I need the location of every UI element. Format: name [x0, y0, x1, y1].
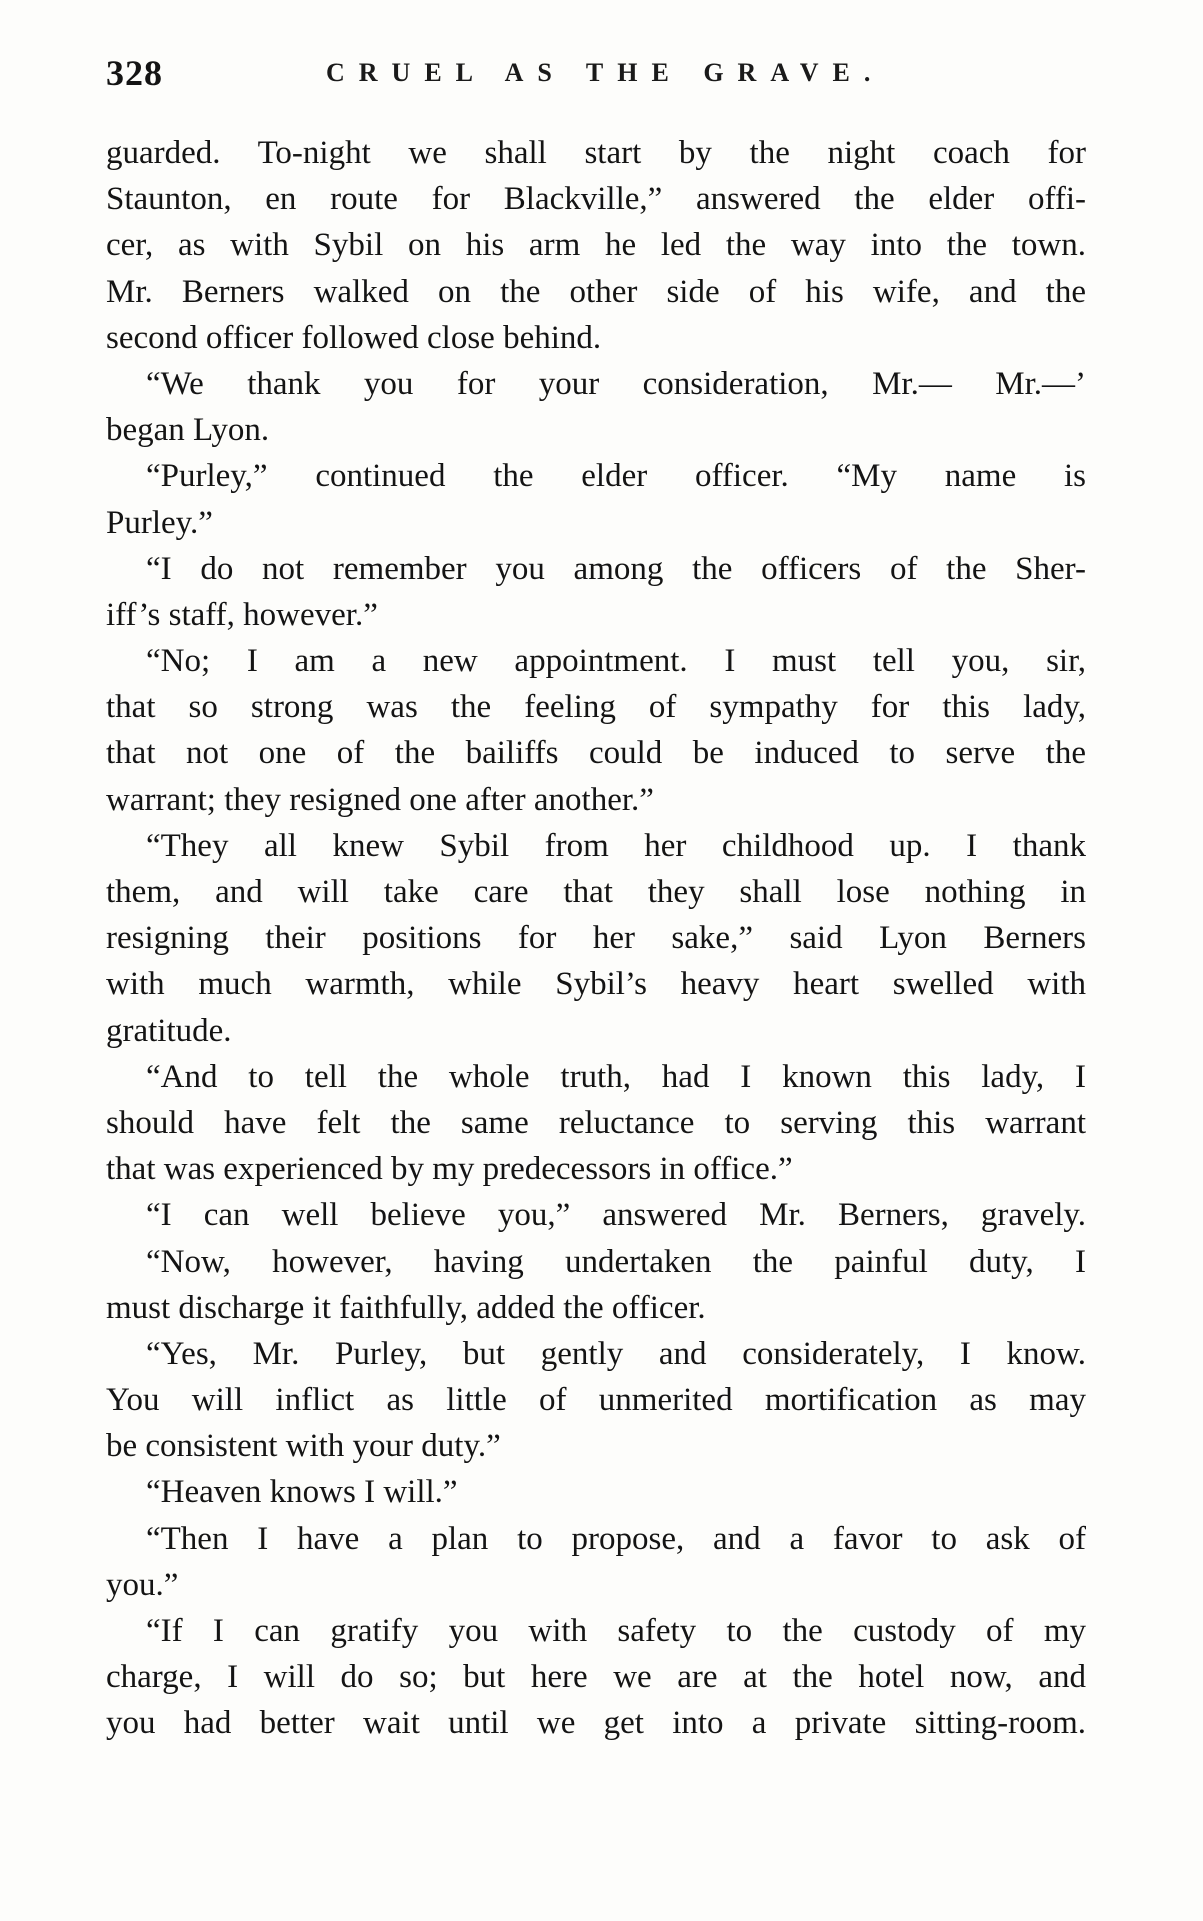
text-line: with much warmth, while Sybil’s heavy heart swelled with: [106, 966, 1086, 1003]
text-line: iff’s staff, however.”: [106, 596, 378, 633]
text-line: cer, as with Sybil on his arm he led the way into the town.: [106, 227, 1086, 264]
text-line: you had better wait until we get into a private sitting-room.: [106, 1705, 1086, 1742]
text-line: “And to tell the whole truth, had I known this lady, I: [146, 1058, 1086, 1095]
running-head: [106, 52, 1106, 102]
text-line: “Then I have a plan to propose, and a favor to ask of: [146, 1520, 1086, 1557]
text-line: “We thank you for your consideration, Mr.— Mr.—’: [146, 365, 1086, 402]
body-text: [106, 130, 1086, 1747]
text-line: “No; I am a new appointment. I must tell you, sir,: [146, 643, 1086, 680]
text-line: “They all knew Sybil from her childhood up. I thank: [146, 827, 1086, 864]
text-line: that was experienced by my predecessors in office.”: [106, 1151, 793, 1188]
text-line: “Yes, Mr. Purley, but gently and considerately, I know.: [146, 1335, 1086, 1372]
text-line: “I can well believe you,” answered Mr. Berners, gravely.: [146, 1197, 1086, 1234]
text-line: resigning their positions for her sake,” said Lyon Berners: [106, 920, 1086, 957]
text-line: should have felt the same reluctance to serving this warrant: [106, 1104, 1086, 1141]
text-line: “Heaven knows I will.”: [146, 1474, 458, 1511]
text-line: second officer followed close behind.: [106, 319, 602, 356]
text-line: gratitude.: [106, 1012, 232, 1049]
running-title: CRUEL AS THE GRAVE.: [326, 58, 885, 87]
text-line: must discharge it faithfully, added the officer.: [106, 1289, 706, 1326]
text-line: Purley.”: [106, 504, 213, 541]
text-line: that not one of the bailiffs could be induced to serve the: [106, 735, 1086, 772]
text-line: be consistent with your duty.”: [106, 1428, 501, 1465]
text-line: “I do not remember you among the officers of the Sher-: [146, 550, 1086, 587]
text-line: “Purley,” continued the elder officer. “My name is: [146, 458, 1086, 495]
text-line: You will inflict as little of unmerited mortification as may: [106, 1382, 1086, 1419]
text-line: “If I can gratify you with safety to the custody of my: [146, 1613, 1086, 1649]
text-line: Mr. Berners walked on the other side of his wife, and the: [106, 273, 1086, 310]
text-line: charge, I will do so; but here we are at the hotel now, and: [106, 1659, 1086, 1696]
text-line: you.”: [106, 1566, 179, 1603]
text-line: “Now, however, having undertaken the painful duty, I: [146, 1243, 1086, 1280]
text-line: Staunton, en route for Blackville,” answered the elder offi-: [106, 181, 1086, 218]
text-line: that so strong was the feeling of sympathy for this lady,: [106, 689, 1086, 726]
text-line: them, and will take care that they shall lose nothing in: [106, 874, 1086, 910]
text-line: began Lyon.: [106, 412, 270, 449]
page-number: 328: [106, 53, 163, 93]
text-line: guarded. To-night we shall start by the night coach for: [106, 135, 1086, 171]
text-line: warrant; they resigned one after another.”: [106, 781, 654, 818]
